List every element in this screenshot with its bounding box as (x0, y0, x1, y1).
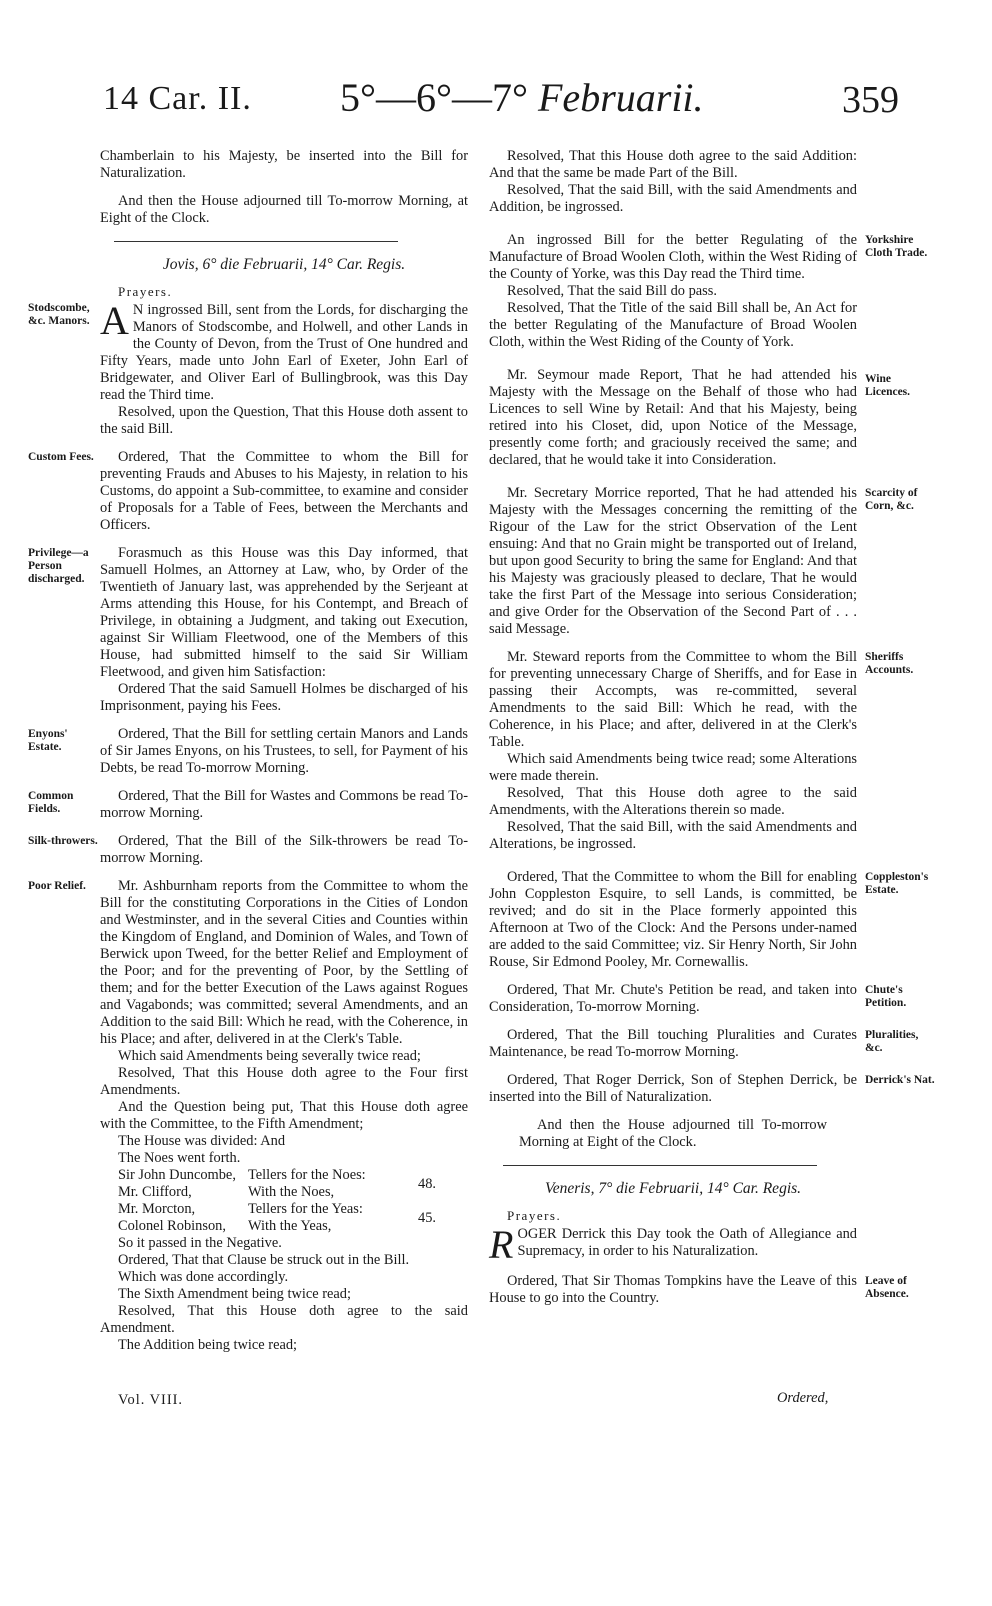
paragraph: The Noes went forth. (118, 1150, 241, 1166)
paragraph: Ordered, That the Bill touching Pluralities and Curates Maintenance, be read To-morrow Morning. (489, 1027, 857, 1060)
paragraph: Resolved, That this House doth agree to the said Amendments, with the Alterations therein so made. (489, 785, 857, 818)
header-day-numbers: 5°—6°—7° (340, 75, 528, 120)
margin-note: Scarcity of Corn, &c. (865, 487, 918, 512)
chute-entry (489, 982, 907, 1016)
teller-name: Mr. Morcton, (118, 1201, 196, 1217)
left-column (28, 148, 468, 1354)
teller-name: Sir John Duncombe, (118, 1167, 236, 1183)
right-column (489, 148, 935, 1307)
margin-note: Poor Relief. (28, 880, 86, 892)
margin-note: Silk-throwers. (28, 835, 98, 847)
header-month: Februarii. (538, 75, 704, 120)
paragraph: Forasmuch as this House was this Day informed, that Samuell Holmes, an Attorney at Law, who, by Order of the Twentieth of January last, was apprehended by the Serjeant at Arms attending this House, for his Contempt, and Breach of Privilege, in obtaining a Judgment, and taking out Execution, against Sir William Fleetwood, one of the Members of this House, had submitted himself to the said Sir William Fleetwood, and given him Satisfaction: (100, 545, 468, 680)
page-header (0, 74, 992, 144)
paragraph: Resolved, That the said Bill do pass. (507, 283, 717, 299)
vote-count: 45. (418, 1209, 436, 1226)
silk-throwers-entry (28, 833, 468, 867)
paragraph: Resolved, That the said Bill, with the said Amendments and Alterations, be ingrossed. (489, 819, 857, 852)
margin-note: Pluralities, &c. (865, 1029, 919, 1054)
teller-name: Mr. Clifford, (118, 1184, 192, 1200)
paragraph: Ordered, That the Committee to whom the Bill for preventing Frauds and Abuses to his Majesty, in relation to his Customs, do appoint a Sub-committee, to examine and consider of Proposals for a Table of Fees, between the Merchants and Officers. (100, 449, 468, 533)
stodscombe-entry (28, 298, 468, 404)
paragraph: Resolved, That the Title of the said Bill shall be, An Act for the better Regulating of the Manufacture of Broad Woolen Cloth, within the West Riding of the County of York. (489, 300, 857, 350)
adjournment: And then the House adjourned till To-morrow Morning, at Eight of the Clock. (100, 193, 468, 226)
paragraph: Resolved, That this House doth agree to the said Amendment. (100, 1303, 468, 1336)
roger-derrick-entry (489, 1222, 857, 1267)
margin-note: Yorkshire Cloth Trade. (865, 234, 928, 259)
derrick-entry (489, 1072, 935, 1106)
paragraph: And the Question being put, That this House doth agree with the Committee, to the Fifth Amendment; (100, 1099, 468, 1132)
custom-fees-entry (28, 449, 468, 534)
margin-note: Sheriffs Accounts. (865, 651, 914, 676)
paragraph: Ordered, That the Committee to whom the Bill for enabling John Coppleston Esquire, to sell Lands, is committed, be revived; and do sit in the Place formerly appointed this Afternoon at Two of the Clock: And the Persons under-named are added to the said Committee; viz. Sir Henry North, Sir John Rouse, Sir Edmond Pooley, Mr. Cornewallis. (489, 869, 857, 970)
paragraph: Mr. Ashburnham reports from the Committee to whom the Bill for the constituting Corporations in the Cities of London and Westminster, and in the several Cities and Counties within the Kingdom of England, and Dominion of Wales, and Town of Berwick upon Tweed, for the better Relief and Employment of the Poor; and for the preventing of Poor, by the Settling of them; and for the better Execution of the Laws against Rogues and Vagabonds; was committed; several Amendments, and an Addition to the said Bill: Which he read, with the Coherence, in his Place; and after, delivered in at the Clerk's Table. (100, 878, 468, 1047)
paragraph: Resolved, That this House doth agree to the Four first Amendments. (100, 1065, 468, 1098)
margin-note: Leave of Absence. (865, 1275, 909, 1300)
teller-role: Tellers for the Yeas: (248, 1201, 363, 1217)
margin-note: Derrick's Nat. (865, 1074, 935, 1086)
leave-entry (489, 1273, 909, 1307)
drop-cap: R (489, 1222, 514, 1267)
paragraph: So it passed in the Negative. (118, 1235, 282, 1251)
session-date: Veneris, 7° die Februarii, 14° Car. Regis. (544, 1180, 802, 1197)
coppleston-entry (489, 869, 929, 971)
header-regnal-year: 14 Car. II. (103, 80, 252, 117)
pluralities-entry (489, 1027, 919, 1061)
margin-note: Custom Fees. (28, 451, 94, 463)
teller-role: With the Noes, (248, 1184, 335, 1200)
poor-relief-entry (28, 878, 468, 1048)
teller-role: With the Yeas, (248, 1218, 332, 1234)
paragraph: Resolved, That this House doth agree to the said Addition: And that the same be made Part of the Bill. (489, 148, 857, 181)
paragraph: Ordered, That the Bill for Wastes and Commons be read To-morrow Morning. (100, 788, 468, 821)
paragraph: The Sixth Amendment being twice read; (118, 1286, 351, 1302)
adjournment: And then the House adjourned till To-morrow Morning at Eight of the Clock. (519, 1117, 827, 1150)
paragraph: Ordered, That that Clause be struck out in the Bill. (118, 1252, 410, 1268)
volume-footer: Vol. VIII. (118, 1392, 184, 1408)
privilege-entry (28, 545, 468, 681)
paragraph: The Addition being twice read; (118, 1337, 298, 1353)
paragraph: Ordered, That Mr. Chute's Petition be read, and taken into Consideration, To-morrow Morning. (489, 982, 857, 1015)
paragraph: Ordered, That Sir Thomas Tompkins have the Leave of this House to go into the Country. (489, 1273, 857, 1306)
catchword: Ordered, (777, 1390, 829, 1406)
margin-note: Stodscombe, &c. Manors. (28, 302, 90, 327)
page-number: 359 (842, 79, 899, 121)
paragraph: Which said Amendments being severally twice read; (118, 1048, 421, 1064)
paragraph: Which was done accordingly. (118, 1269, 289, 1285)
paragraph: Mr. Seymour made Report, That he had attended his Majesty with the Message on the Behalf of those who had Licences to sell Wine by Retail: And that his Majesty, being retired into his Closet, did, upon Notice of the Message, presently come forth; and graciously received the same; and declared, that he would take it into Consideration. (489, 367, 857, 468)
paragraph: Resolved, upon the Question, That this House doth assent to the said Bill. (100, 404, 468, 437)
margin-note: Enyons' Estate. (28, 728, 68, 753)
paragraph: An ingrossed Bill for the better Regulating of the Manufacture of Broad Woolen Cloth, within the West Riding of the County of Yorke, was this Day read the Third time. (489, 232, 857, 282)
common-fields-entry (28, 788, 468, 822)
margin-note: Common Fields. (28, 790, 74, 815)
margin-note: Wine Licences. (865, 373, 911, 398)
margin-note: Chute's Petition. (865, 984, 907, 1009)
paragraph: Ordered That the said Samuell Holmes be discharged of his Imprisonment, paying his Fees. (100, 681, 468, 714)
section-divider (503, 1165, 817, 1166)
paragraph: Mr. Secretary Morrice reported, That he had attended his Majesty with the Messages concerning the remitting of the Rigour of the Law for the strict Observation of the Lent ensuing: And that no Grain might be transported out of Ireland, but upon good Security to bring the same for England: And that his Majesty was graciously pleased to declare, That he would take the first Part of the Message into serious Consideration; and give Order for the Observation of the Second Part of . . . said Message. (489, 485, 857, 637)
header-dates (340, 74, 704, 121)
paragraph: Resolved, That the said Bill, with the said Amendments and Addition, be ingrossed. (489, 182, 857, 215)
division-tellers-yeas (118, 1201, 468, 1235)
paragraph: OGER Derrick this Day took the Oath of Allegiance and Supremacy, in order to his Naturalization. (517, 1226, 857, 1259)
division-tellers-noes (118, 1167, 468, 1201)
paragraph: Chamberlain to his Majesty, be inserted into the Bill for Naturalization. (100, 148, 468, 181)
paragraph: N ingrossed Bill, sent from the Lords, for discharging the Manors of Stodscombe, and Holwell, and other Lands in the County of Devon, from the Trust of One hundred and Fifty Years, made unto John Earl of Exeter, John Earl of Bridgewater, and Oliver Earl of Bullingbrook, was this Day read the Third time. (100, 302, 468, 403)
paragraph: Which said Amendments being twice read; some Alterations were made therein. (489, 751, 857, 784)
vote-count: 48. (418, 1175, 436, 1192)
corn-entry (489, 485, 918, 638)
paragraph: Ordered, That the Bill of the Silk-throwers be read To-morrow Morning. (100, 833, 468, 866)
paragraph: Mr. Steward reports from the Committee to whom the Bill for preventing unnecessary Charge of Sheriffs, and for Ease in passing their Accompts, was re-committed, several Amendments to the said Bill: Which he read, with the Coherence, in his Place; and after, delivered in at the Clerk's Table. (489, 649, 857, 750)
margin-note: Privilege—a Person discharged. (28, 547, 89, 585)
teller-role: Tellers for the Noes: (248, 1167, 366, 1183)
paragraph: Ordered, That Roger Derrick, Son of Stephen Derrick, be inserted into the Bill of Naturalization. (489, 1072, 857, 1105)
prayers-heading: Prayers. (507, 1208, 562, 1223)
paragraph: Ordered, That the Bill for settling certain Manors and Lands of Sir James Enyons, on his Trustees, to sell, for Payment of his Debts, be read To-morrow Morning. (100, 726, 468, 776)
prayers-heading: Prayers. (118, 284, 173, 299)
yorkshire-entry (489, 232, 928, 283)
paragraph: The House was divided: And (118, 1133, 286, 1149)
teller-name: Colonel Robinson, (118, 1218, 226, 1234)
margin-note: Coppleston's Estate. (865, 871, 929, 896)
session-date: Jovis, 6° die Februarii, 14° Car. Regis. (162, 256, 406, 273)
wine-entry (489, 367, 911, 469)
sheriffs-entry (489, 649, 914, 751)
enyons-entry (28, 726, 468, 777)
section-divider (114, 241, 398, 242)
drop-cap: A (100, 298, 129, 343)
